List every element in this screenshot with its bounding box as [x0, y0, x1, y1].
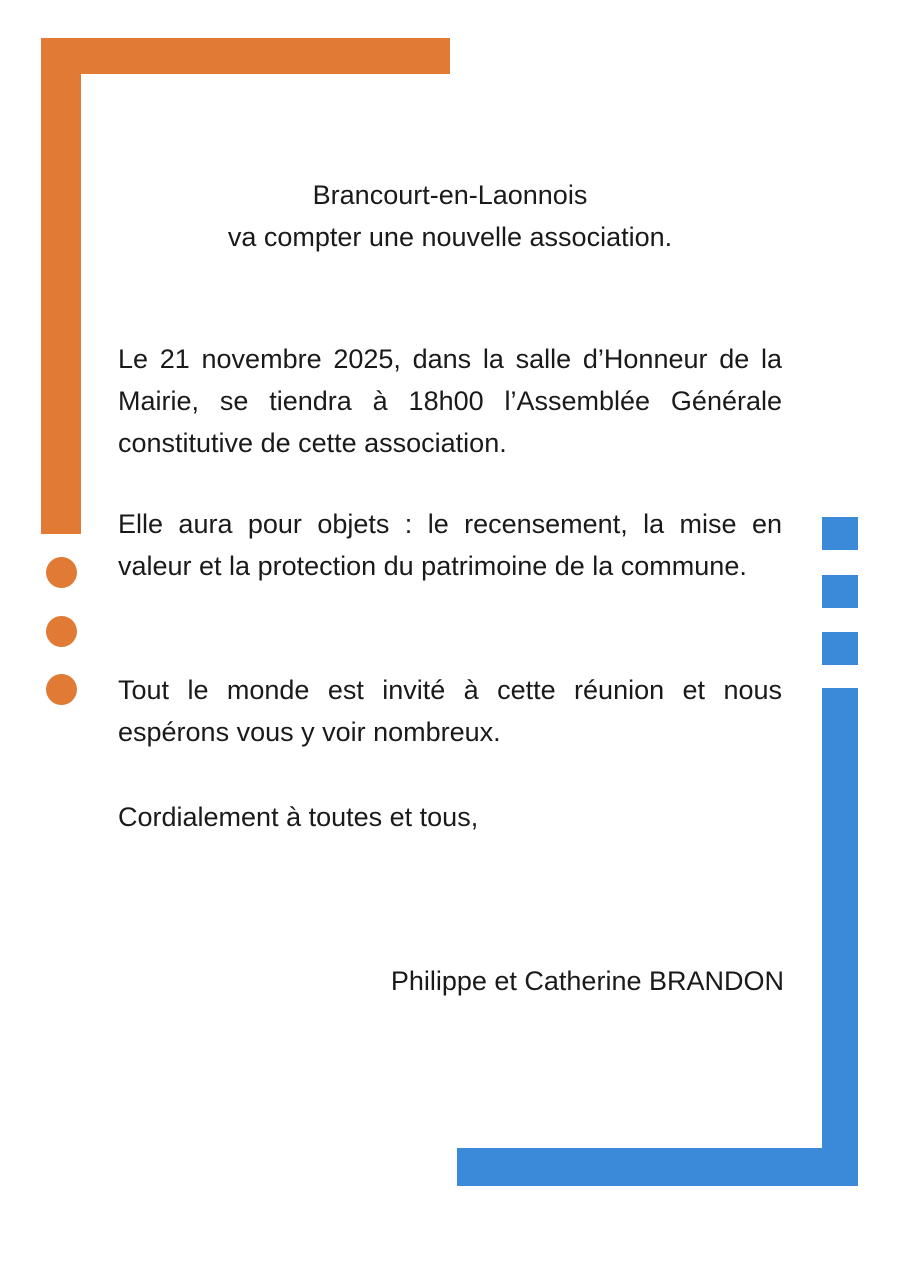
- blue-square-1: [822, 517, 858, 550]
- blue-frame-right-bar: [822, 688, 858, 1186]
- heading-line-1: Brancourt-en-Laonnois: [312, 180, 588, 210]
- orange-frame-left-bar: [41, 38, 81, 534]
- blue-square-2: [822, 575, 858, 608]
- meeting-paragraph: Le 21 novembre 2025, dans la salle d’Honneur de la Mairie, se tiendra à 18h00 l’Assemblée Générale constitutive de cette association.: [118, 344, 782, 458]
- orange-dot-1: [46, 557, 77, 588]
- orange-dot-2: [46, 616, 77, 647]
- purpose-paragraph: Elle aura pour objets : le recensement, la mise en valeur et la protection du patrimoine de la commune.: [118, 509, 782, 581]
- invitation-paragraph: Tout le monde est invité à cette réunion et nous espérons vous y voir nombreux.: [118, 675, 782, 747]
- blue-square-3: [822, 632, 858, 665]
- signature: Philippe et Catherine BRANDON: [390, 966, 784, 996]
- announcement-heading: [150, 174, 750, 258]
- closing-line: Cordialement à toutes et tous,: [118, 802, 479, 832]
- heading-line-2: va compter une nouvelle association.: [227, 222, 673, 252]
- blue-frame-bottom-bar: [457, 1148, 858, 1186]
- orange-dot-3: [46, 674, 77, 705]
- orange-frame-top-bar: [41, 38, 450, 74]
